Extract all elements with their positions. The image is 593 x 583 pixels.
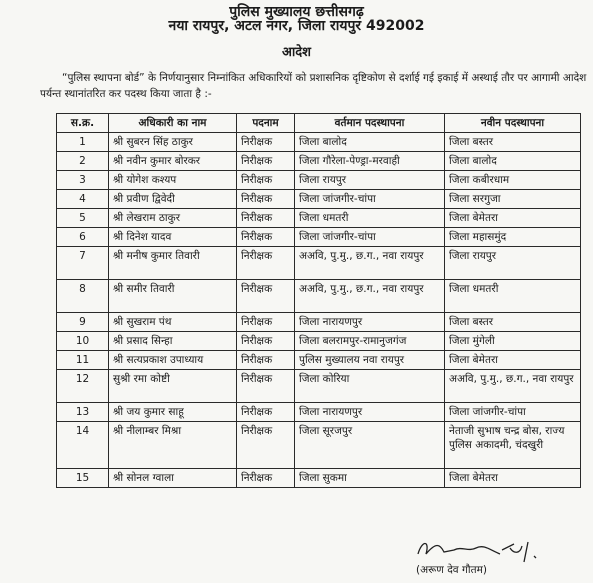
- cell-current-posting: जिला नारायणपुर: [295, 313, 445, 332]
- header-current-posting: वर्तमान पदस्थापना: [295, 114, 445, 133]
- cell-current-posting: जिला जांजगीर-चांपा: [295, 228, 445, 247]
- cell-new-posting: जिला बेमेतरा: [445, 351, 581, 370]
- cell-current-posting: पुलिस मुख्यालय नवा रायपुर: [295, 351, 445, 370]
- order-title: आदेश: [281, 45, 312, 60]
- cell-current-posting: जिला नारायणपुर: [295, 403, 445, 422]
- cell-serial: 10: [57, 332, 109, 351]
- table-row: [57, 351, 581, 370]
- cell-officer-name: श्री नवीन कुमार बोरकर: [109, 152, 237, 171]
- cell-designation: निरीक्षक: [237, 313, 295, 332]
- table-row: [57, 469, 581, 488]
- cell-current-posting: अअवि, पु.मु., छ.ग., नवा रायपुर: [295, 247, 445, 280]
- cell-serial: 8: [57, 280, 109, 313]
- table-row: [57, 403, 581, 422]
- signatory-name: (अरूण देव गौतम): [416, 564, 487, 576]
- cell-designation: निरीक्षक: [237, 422, 295, 469]
- cell-designation: निरीक्षक: [237, 332, 295, 351]
- cell-officer-name: श्री सोनल ग्वाला: [109, 469, 237, 488]
- header-designation: पदनाम: [237, 114, 295, 133]
- table-row: [57, 133, 581, 152]
- cell-designation: निरीक्षक: [237, 228, 295, 247]
- cell-current-posting: जिला बलरामपुर-रामानुजगंज: [295, 332, 445, 351]
- cell-designation: निरीक्षक: [237, 469, 295, 488]
- signature-block: [410, 536, 560, 582]
- cell-officer-name: सुश्री रमा कोष्टी: [109, 370, 237, 403]
- cell-new-posting: जिला धमतरी: [445, 280, 581, 313]
- cell-officer-name: श्री सत्यप्रकाश उपाध्याय: [109, 351, 237, 370]
- cell-current-posting: जिला जांजगीर-चांपा: [295, 190, 445, 209]
- cell-serial: 15: [57, 469, 109, 488]
- cell-designation: निरीक्षक: [237, 152, 295, 171]
- cell-current-posting: जिला बालोद: [295, 133, 445, 152]
- cell-serial: 9: [57, 313, 109, 332]
- handwritten-signature: [410, 536, 560, 566]
- cell-current-posting: जिला कोरिया: [295, 370, 445, 403]
- cell-serial: 7: [57, 247, 109, 280]
- header-officer-name: अधिकारी का नाम: [109, 114, 237, 133]
- cell-officer-name: श्री दिनेश यादव: [109, 228, 237, 247]
- cell-current-posting: जिला सूरजपुर: [295, 422, 445, 469]
- cell-new-posting: जिला रायपुर: [445, 247, 581, 280]
- cell-officer-name: श्री प्रसाद सिन्हा: [109, 332, 237, 351]
- table-header-row: [57, 114, 581, 133]
- header-serial: स.क्र.: [57, 114, 109, 133]
- cell-new-posting: जिला सरगुजा: [445, 190, 581, 209]
- cell-designation: निरीक्षक: [237, 370, 295, 403]
- cell-new-posting: जिला बेमेतरा: [445, 209, 581, 228]
- cell-officer-name: श्री मनीष कुमार तिवारी: [109, 247, 237, 280]
- cell-designation: निरीक्षक: [237, 351, 295, 370]
- cell-new-posting: जिला बालोद: [445, 152, 581, 171]
- cell-serial: 5: [57, 209, 109, 228]
- table-row: [57, 280, 581, 313]
- order-intro-text: “पुलिस स्थापना बोर्ड” के निर्णयानुसार निम्नांकित अधिकारियों को प्रशासनिक दृष्टिकोण से दर्शाई गई इकाई में अस्थाई तौर पर आगामी आदेश पर्यन्त स्थानांतरित कर पदस्थ किया जाता है :-: [40, 72, 587, 100]
- cell-serial: 13: [57, 403, 109, 422]
- cell-officer-name: श्री लेखराम ठाकुर: [109, 209, 237, 228]
- table-row: [57, 370, 581, 403]
- cell-serial: 1: [57, 133, 109, 152]
- table-row: [57, 332, 581, 351]
- header-new-posting: नवीन पदस्थापना: [445, 114, 581, 133]
- cell-officer-name: श्री प्रवीण द्विवेदी: [109, 190, 237, 209]
- cell-designation: निरीक्षक: [237, 280, 295, 313]
- cell-new-posting: जिला कबीरधाम: [445, 171, 581, 190]
- cell-serial: 11: [57, 351, 109, 370]
- cell-officer-name: श्री सुखराम पंथ: [109, 313, 237, 332]
- table-row: [57, 152, 581, 171]
- table-row: [57, 422, 581, 469]
- cell-current-posting: जिला गौरेला-पेण्ड्रा-मरवाही: [295, 152, 445, 171]
- cell-designation: निरीक्षक: [237, 247, 295, 280]
- table-row: [57, 171, 581, 190]
- cell-serial: 12: [57, 370, 109, 403]
- cell-new-posting: अअवि, पु.मु., छ.ग., नवा रायपुर: [445, 370, 581, 403]
- cell-officer-name: श्री जय कुमार साहू: [109, 403, 237, 422]
- cell-new-posting: जिला बेमेतरा: [445, 469, 581, 488]
- cell-serial: 2: [57, 152, 109, 171]
- cell-new-posting: जिला जांजगीर-चांपा: [445, 403, 581, 422]
- cell-officer-name: श्री नीलाम्बर मिश्रा: [109, 422, 237, 469]
- cell-officer-name: श्री सुबरन सिंह ठाकुर: [109, 133, 237, 152]
- cell-current-posting: जिला सुकमा: [295, 469, 445, 488]
- header-address: नया रायपुर, अटल नगर, जिला रायपुर 492002: [168, 18, 425, 34]
- cell-serial: 3: [57, 171, 109, 190]
- header-office-name: पुलिस मुख्यालय छत्तीसगढ़: [229, 4, 364, 20]
- cell-current-posting: जिला धमतरी: [295, 209, 445, 228]
- table-row: [57, 228, 581, 247]
- cell-designation: निरीक्षक: [237, 403, 295, 422]
- cell-new-posting: जिला महासमुंद: [445, 228, 581, 247]
- table-body: [57, 133, 581, 488]
- table-row: [57, 313, 581, 332]
- transfer-table: [56, 113, 581, 488]
- cell-new-posting: जिला मुंगेली: [445, 332, 581, 351]
- cell-serial: 14: [57, 422, 109, 469]
- cell-new-posting: जिला बस्तर: [445, 313, 581, 332]
- cell-designation: निरीक्षक: [237, 171, 295, 190]
- cell-officer-name: श्री समीर तिवारी: [109, 280, 237, 313]
- cell-current-posting: जिला रायपुर: [295, 171, 445, 190]
- cell-designation: निरीक्षक: [237, 133, 295, 152]
- cell-designation: निरीक्षक: [237, 209, 295, 228]
- cell-new-posting: जिला बस्तर: [445, 133, 581, 152]
- cell-officer-name: श्री योगेश कश्यप: [109, 171, 237, 190]
- cell-current-posting: अअवि, पु.मु., छ.ग., नवा रायपुर: [295, 280, 445, 313]
- cell-serial: 6: [57, 228, 109, 247]
- table-row: [57, 247, 581, 280]
- cell-new-posting: नेताजी सुभाष चन्द्र बोस, राज्य पुलिस अकादमी, चंदखुरी: [445, 422, 581, 469]
- table-row: [57, 190, 581, 209]
- cell-designation: निरीक्षक: [237, 190, 295, 209]
- table-row: [57, 209, 581, 228]
- cell-serial: 4: [57, 190, 109, 209]
